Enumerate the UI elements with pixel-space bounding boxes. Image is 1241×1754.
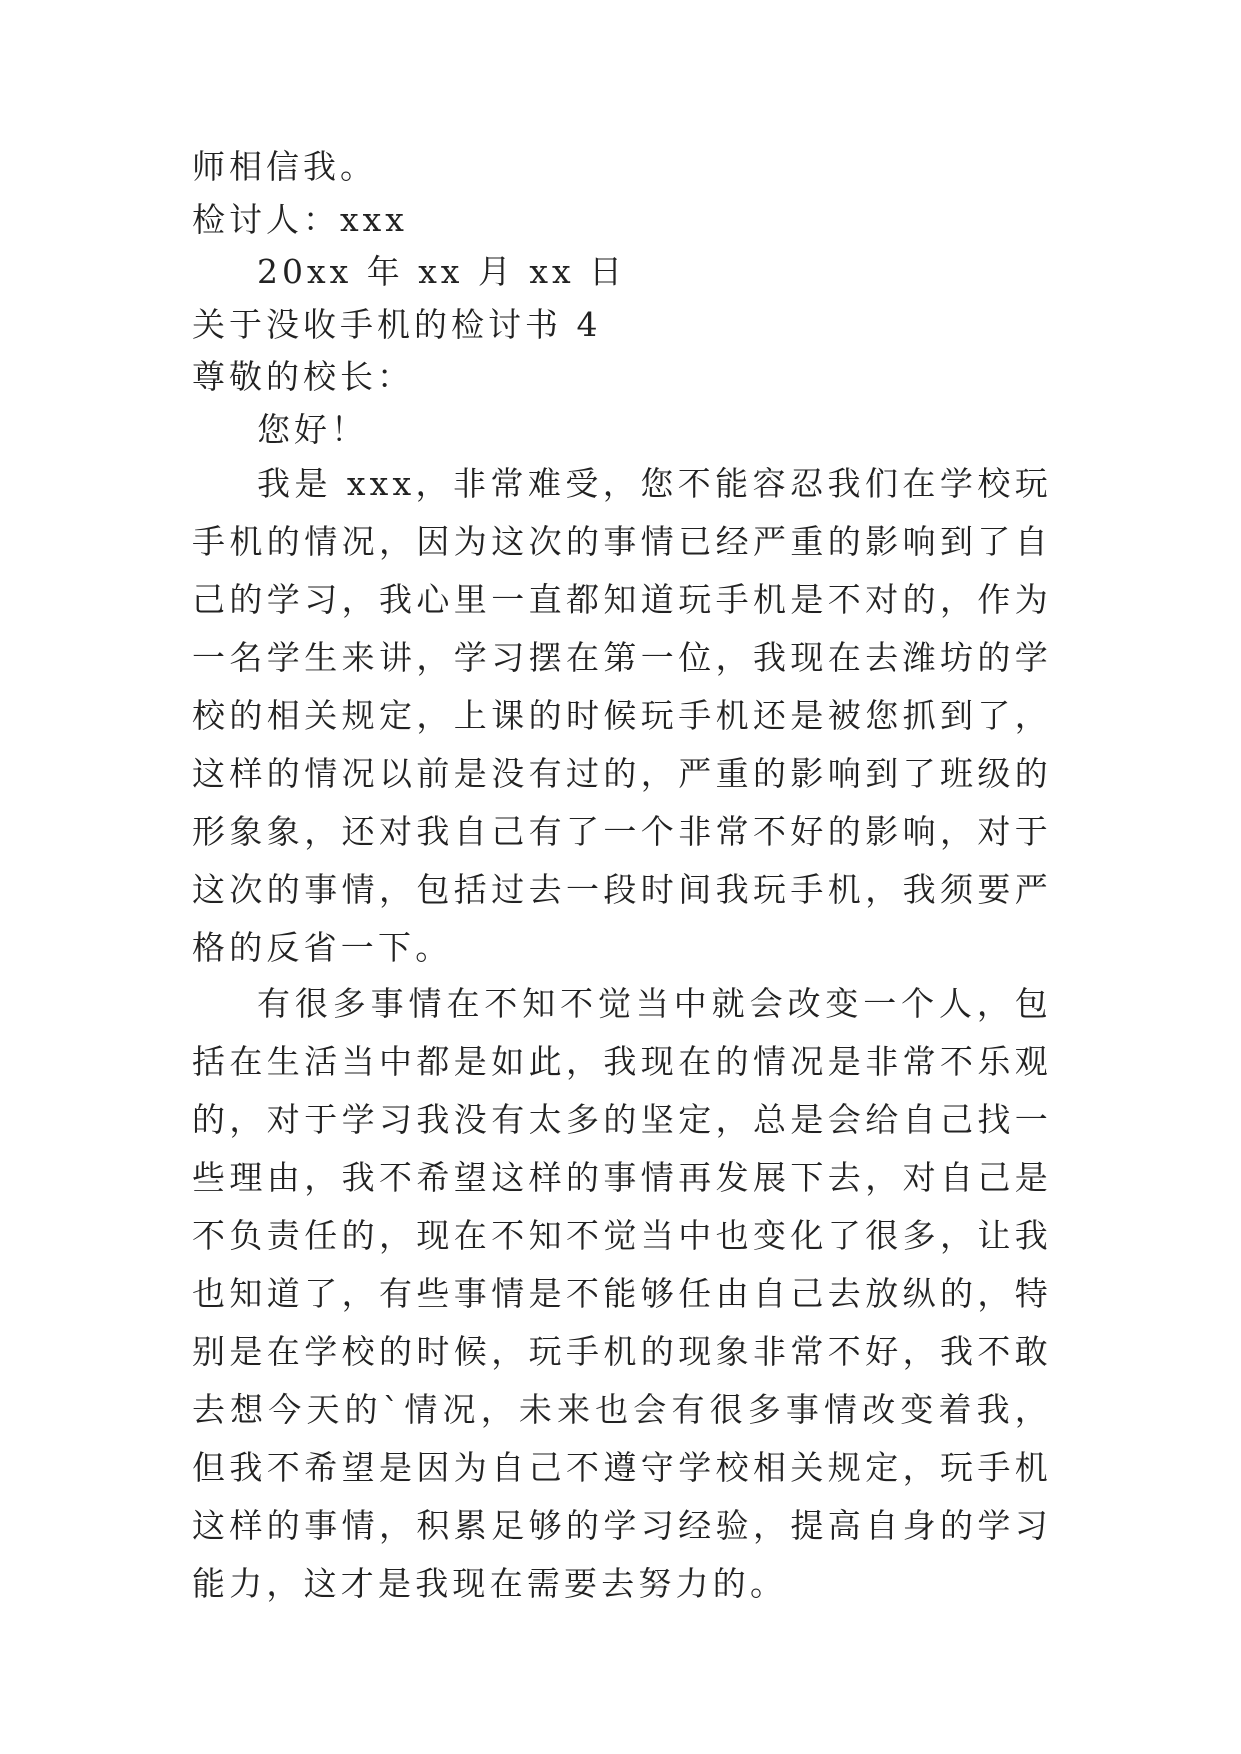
body-paragraph-1: 我是 xxx，非常难受，您不能容忍我们在学校玩手机的情况，因为这次的事情已经严重的影响到了自己的学习，我心里一直都知道玩手机是不对的，作为一名学生来讲，学习摆在第一位，我现在去潍坊的学校的相关规定，上课的时候玩手机还是被您抓到了，这样的情况以前是没有过的，严重的影响到了班级的形象象，还对我自己有了一个非常不好的影响，对于这次的事情，包括过去一段时间我玩手机，我须要严格的反省一下。: [192, 464, 1052, 967]
section-title: 关于没收手机的检讨书 4: [192, 305, 602, 344]
body-paragraph-2: 有很多事情在不知不觉当中就会改变一个人，包括在生活当中都是如此，我现在的情况是非常不乐观的，对于学习我没有太多的坚定，总是会给自己找一些理由，我不希望这样的事情再发展下去，对自己是不负责任的，现在不知不觉当中也变化了很多，让我也知道了，有些事情是不能够任由自己去放纵的，特别是在学校的时候，玩手机的现象非常不好，我不敢去想今天的`情况，未来也会有很多事情改变着我，但我不希望是因为自己不遵守学校相关规定，玩手机这样的事情，积累足够的学习经验，提高自身的学习能力，这才是我现在需要去努力的。: [192, 984, 1052, 1603]
salutation: 尊敬的校长：: [192, 357, 414, 396]
greeting: 您好！: [257, 410, 368, 449]
date-line: 20xx 年 xx 月 xx 日: [257, 252, 627, 291]
signature-line: 检讨人：xxx: [192, 200, 408, 239]
continuation-line: 师相信我。: [192, 147, 377, 186]
